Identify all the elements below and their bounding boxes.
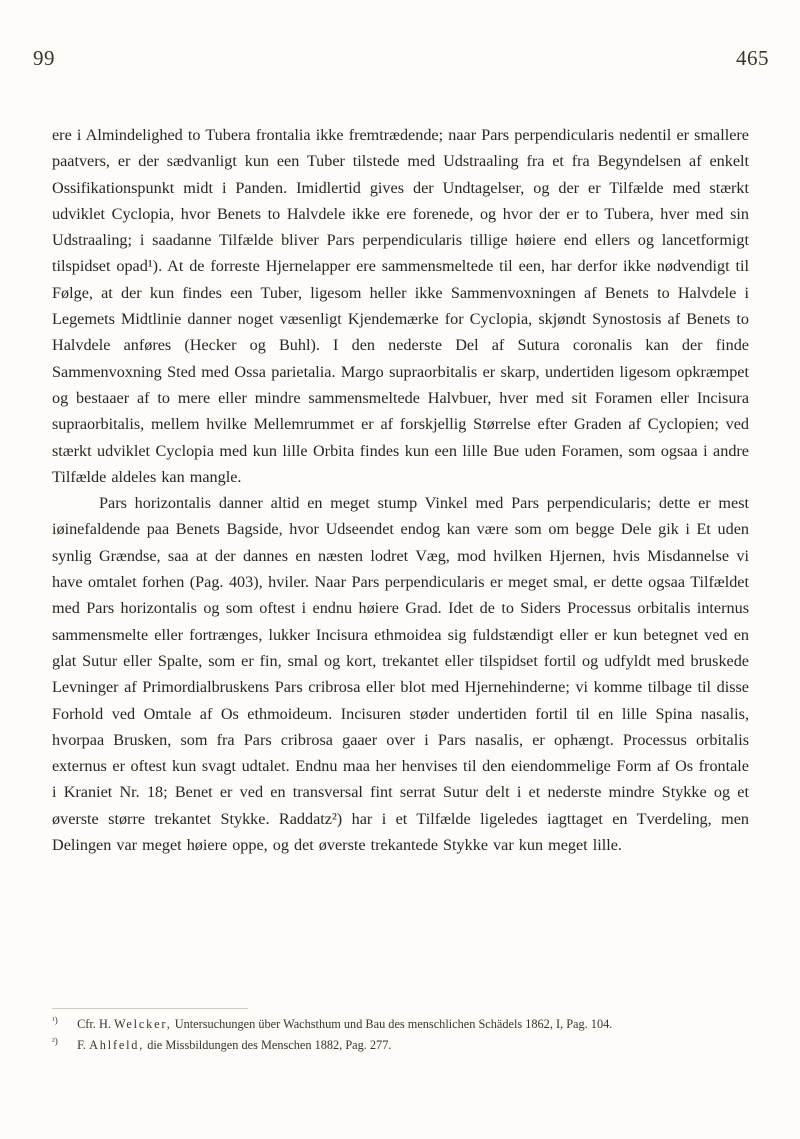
left-page-number: 99 bbox=[33, 46, 55, 70]
right-page-number: 465 bbox=[736, 46, 769, 70]
paragraph-1: ere i Almindelighed to Tubera frontalia ikke fremtrædende; naar Pars perpendicularis nedentil er smallere paatvers, er der sædvanligt kun een Tuber tilstede med Udstraaling fra et fra Begyndelsen af enkelt Ossifikationspunkt midt i Panden. Imidlertid gives der Undtagelser, og der er Tilfælde med stærkt udviklet Cyclopia, hvor Benets to Halvdele ikke ere forenede, og hvor der er to Tubera, hver med sin Udstraaling; i saadanne Tilfælde bliver Pars perpendicularis tillige høiere end ellers og lancetformigt tilspidset opad¹). At de forreste Hjernelapper ere sammensmeltede til een, har derfor ikke nødvendigt til Følge, at der kun findes een Tuber, ligesom heller ikke Sammenvoxningen af Benets to Halvdele i Legemets Midtlinie danner noget væsenligt Kjendemærke for Cyclopia, skjøndt Synostosis af Benets to Halvdele anføres (Hecker og Buhl). I den nederste Del af Sutura coronalis kan der finde Sammenvoxning Sted med Ossa parietalia. Margo supraorbitalis er skarp, undertiden ligesom opkræmpet og bestaaer af to mere eller mindre sammensmeltede Halvbuer, hver med sit Foramen eller Incisura supraorbitalis, mellem hvilke Mellemrummet er af forskjellig Størrelse efter Graden af Cyclopien; ved stærkt udviklet Cyclopia med kun lille Orbita findes kun een lille Bue uden Foramen, som ogsaa i andre Tilfælde aldeles kan mangle. bbox=[52, 126, 749, 486]
footnote-2-prefix: F. bbox=[77, 1037, 87, 1052]
footnote-2-text: die Missbildungen des Menschen 1882, Pag. 277. bbox=[147, 1037, 392, 1052]
footnote-1-prefix: Cfr. H. bbox=[77, 1017, 111, 1032]
footnotes bbox=[52, 1012, 749, 1053]
footnote-1-mark: ¹) bbox=[52, 1015, 58, 1025]
paragraph-2: Pars horizontalis danner altid en meget stump Vinkel med Pars perpendicularis; dette er mest iøinefaldende paa Benets Bagside, hvor Udseendet endog kan være som om begge Dele gik i Et uden synlig Grændse, saa at der dannes en næsten lodret Væg, mod hvilken Hjernen, hvis Misdannelse vi have omtalet forhen (Pag. 403), hviler. Naar Pars perpendicularis er meget smal, er dette ogsaa Tilfældet med Pars horizontalis og som oftest i endnu høiere Grad. Idet de to Siders Processus orbitalis internus sammensmelte eller fortrænges, lukker Incisura ethmoidea sig fuldstændigt eller er kun betegnet ved en glat Sutur eller Spalte, som er fin, smal og kort, trekantet eller tilspidset fortil og udfyldt med bruskede Levninger af Primordialbruskens Pars cribrosa eller blot med Hjernehinderne; vi komme tilbage til disse Forhold ved Omtale af Os ethmoideum. Incisuren støder undertiden fortil til en lille Spina nasalis, hvorpaa Brusken, som fra Pars cribrosa gaaer over i Pars nasalis, er ophængt. Processus orbitalis externus er oftest kun svagt udtalet. Endnu maa her henvises til den eiendommelige Form af Os frontale i Kraniet Nr. 18; Benet er ved en transversal fint serrat Sutur delt i et nederste mindre Stykke og et øverste større trekantet Stykke. Raddatz²) har i et Tilfælde ligeledes iagttaget en Tverdeling, men Delingen var meget høiere oppe, og det øverste trekantede Stykke var kun meget lille. bbox=[52, 494, 749, 855]
footnote-1 bbox=[52, 1012, 749, 1033]
footnote-1-text: Untersuchungen über Wachsthum und Bau des menschlichen Schädels 1862, I, Pag. 104. bbox=[174, 1017, 613, 1032]
footnote-2-mark: ²) bbox=[52, 1035, 58, 1046]
footnote-1-author: Welcker, bbox=[113, 1017, 172, 1032]
footnote-2 bbox=[52, 1033, 749, 1054]
footnote-divider bbox=[52, 1008, 248, 1009]
body-text bbox=[52, 122, 749, 858]
footnote-2-author: Ahlfeld, bbox=[89, 1037, 145, 1052]
